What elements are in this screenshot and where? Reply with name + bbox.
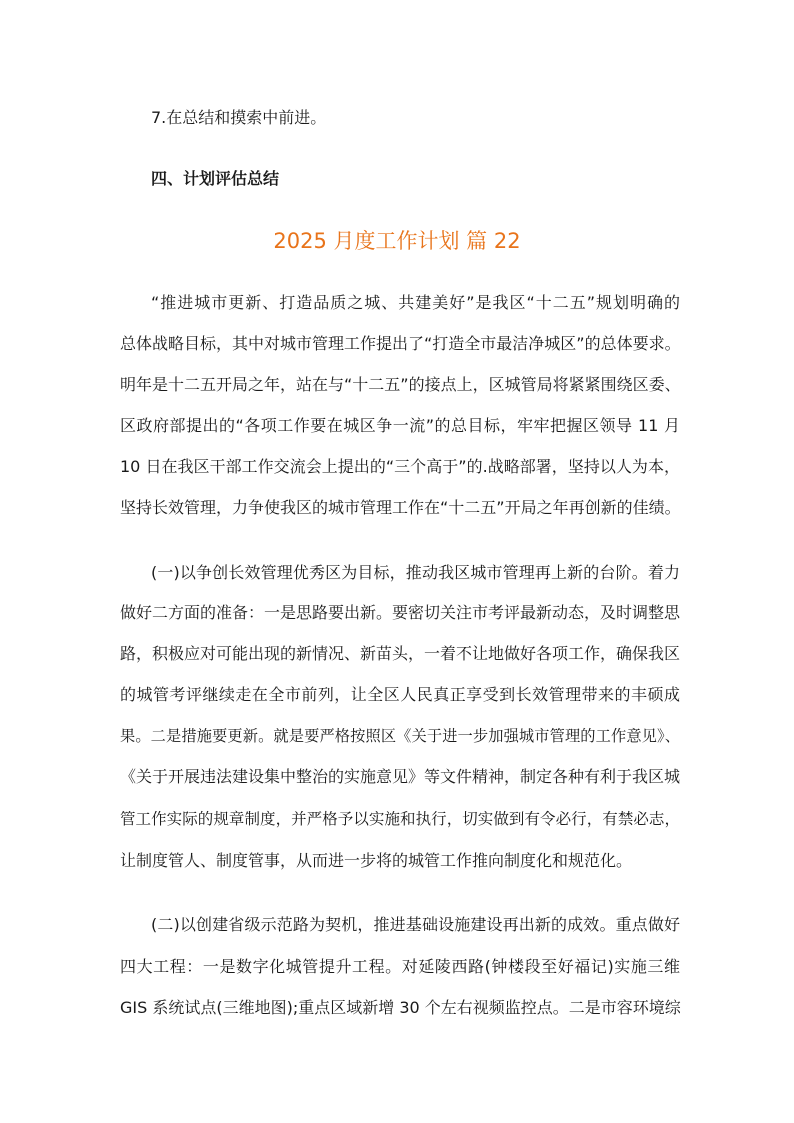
intro-line: “推进城市更新、打造品质之城、共建美好”是我区“十二五”规划明确的 xyxy=(151,293,680,312)
section-heading: 四、计划评估总结 xyxy=(151,169,280,188)
paragraph-two-line: (二)以创建省级示范路为契机，推进基础设施建设再出新的成效。重点做好 xyxy=(151,915,680,934)
intro-line: 总体战略目标，其中对城市管理工作提出了“打造全市最洁净城区”的总体要求。 xyxy=(120,334,681,353)
paragraph-one-line: 让制度管人、制度管事，从而进一步将的城管工作推向制度化和规范化。 xyxy=(120,851,633,870)
paragraph-one-line: 管工作实际的规章制度，并严格予以实施和执行，切实做到有令必行，有禁必志， xyxy=(120,810,680,828)
intro-line: 区政府部提出的“各项工作要在城区争一流”的总目标，牢牢把握区领导 11 月 xyxy=(120,416,680,435)
paragraph-two-line: GIS 系统试点(三维地图);重点区域新增 30 个左右视频监控点。二是市容环境综 xyxy=(120,998,681,1017)
paragraph-one-line: 的城管考评继续走在全市前列，让全区人民真正享受到长效管理带来的丰硕成 xyxy=(120,685,680,704)
intro-line: 坚持长效管理，力争使我区的城市管理工作在“十二五”开局之年再创新的佳绩。 xyxy=(120,498,681,517)
paragraph-one-line: 果。二是措施要更新。就是要严格按照区《关于进一步加强城市管理的工作意见》、 xyxy=(120,727,680,745)
previous-list-item: 7.在总结和摸索中前进。 xyxy=(151,108,327,127)
paragraph-one-line: (一)以争创长效管理优秀区为目标，推动我区城市管理再上新的台阶。着力 xyxy=(151,563,680,582)
article-title: 2025 月度工作计划 篇 22 xyxy=(273,229,521,253)
intro-line: 10 日在我区干部工作交流会上提出的“三个高于”的.战略部署，坚持以人为本， xyxy=(120,457,680,476)
paragraph-one-line: 做好二方面的准备：一是思路要出新。要密切关注市考评最新动态，及时调整思 xyxy=(120,603,681,622)
paragraph-one-line: 路，积极应对可能出现的新情况、新苗头，一着不让地做好各项工作，确保我区 xyxy=(120,644,681,663)
paragraph-one-line: 《关于开展违法建设集中整治的实施意见》等文件精神，制定各种有利于我区城 xyxy=(120,767,681,786)
paragraph-two-line: 四大工程：一是数字化城管提升工程。对延陵西路(钟楼段至好福记)实施三维 xyxy=(120,957,680,976)
intro-line: 明年是十二五开局之年，站在与“十二五”的接点上，区城管局将紧紧围绕区委、 xyxy=(120,375,681,394)
